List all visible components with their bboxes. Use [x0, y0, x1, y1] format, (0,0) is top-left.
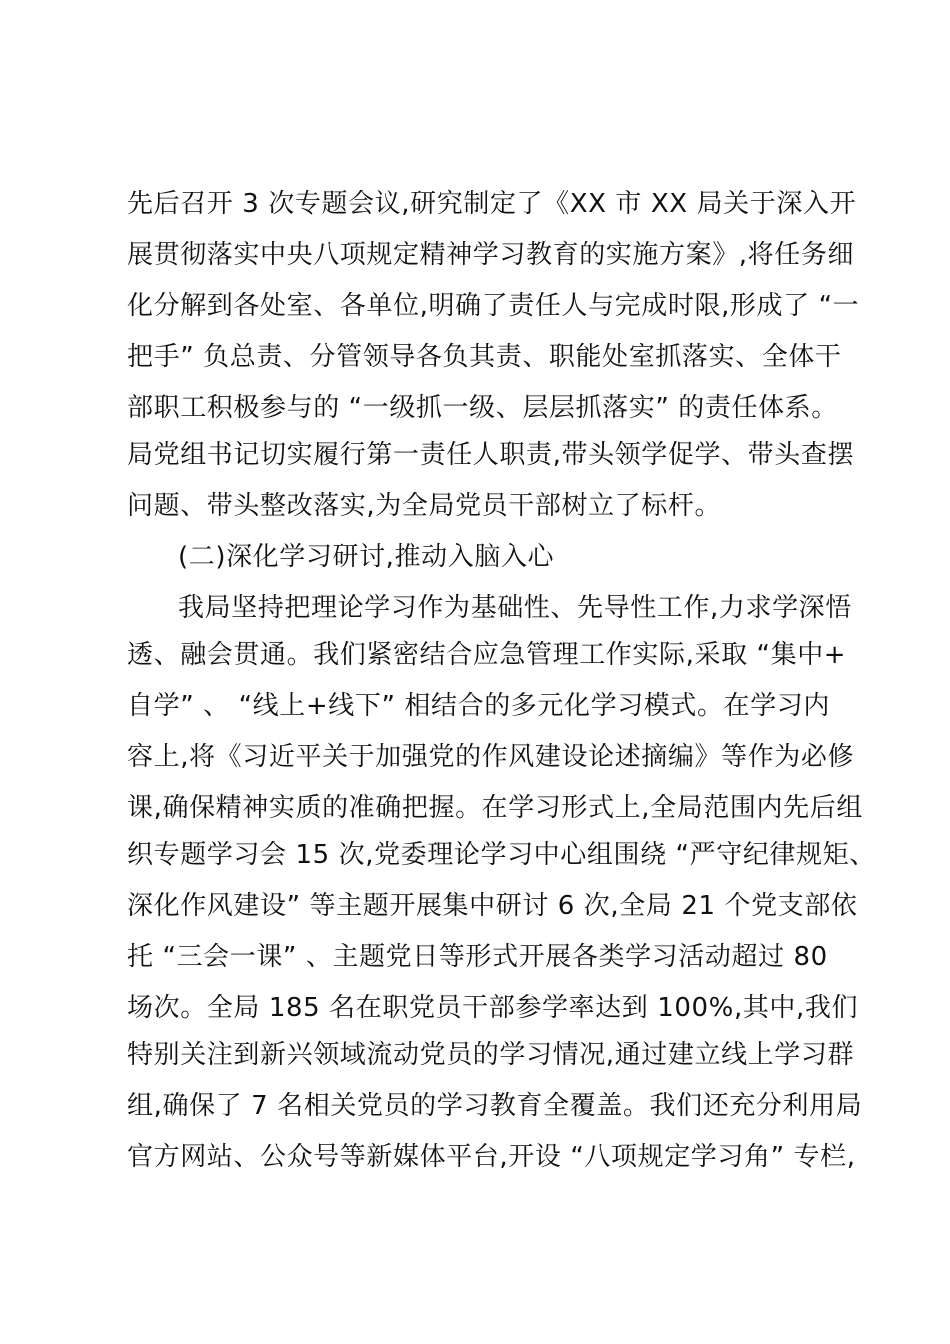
body-text-line: 先后召开 3 次专题会议,研究制定了《XX 市 XX 局关于深入开 [127, 189, 857, 219]
body-text-line: 化分解到各处室、各单位,明确了责任人与完成时限,形成了 “一 [127, 291, 860, 321]
body-text-line: 部职工积极参与的 “一级抓一级、层层抓落实” 的责任体系。 [127, 393, 838, 423]
section-heading: (二)深化学习研讨,推动入脑入心 [178, 542, 555, 572]
body-text-line: 织专题学习会 15 次,党委理论学习中心组围绕 “严守纪律规矩、 [127, 840, 876, 870]
body-text-line: 局党组书记切实履行第一责任人职责,带头领学促学、带头查摆 [127, 440, 855, 470]
body-text-line: 把手” 负总责、分管领导各负其责、职能处室抓落实、全体干 [127, 342, 842, 372]
body-text-line: 特别关注到新兴领域流动党员的学习情况,通过建立线上学习群 [127, 1040, 855, 1070]
body-text-line: 自学” 、 “线上+线下” 相结合的多元化学习模式。在学习内 [127, 691, 830, 721]
body-text-line: 透、融会贯通。我们紧密结合应急管理工作实际,采取 “集中+ [127, 640, 847, 670]
paragraph-first-line: 我局坚持把理论学习作为基础性、先导性工作,力求学深悟 [178, 593, 852, 623]
body-text-line: 问题、带头整改落实,为全局党员干部树立了标杆。 [127, 491, 722, 521]
body-text-line: 容上,将《习近平关于加强党的作风建设论述摘编》等作为必修 [127, 742, 855, 772]
body-text-line: 托 “三会一课” 、主题党日等形式开展各类学习活动超过 80 [127, 942, 828, 972]
body-text-line: 官方网站、公众号等新媒体平台,开设 “八项规定学习角” 专栏, [127, 1142, 856, 1172]
body-text-line: 组,确保了 7 名相关党员的学习教育全覆盖。我们还充分利用局 [127, 1091, 863, 1121]
body-text-line: 课,确保精神实质的准确把握。在学习形式上,全局范围内先后组 [127, 793, 863, 823]
body-text-line: 场次。全局 185 名在职党员干部参学率达到 100%,其中,我们 [127, 993, 859, 1023]
body-text-line: 展贯彻落实中央八项规定精神学习教育的实施方案》,将任务细 [127, 240, 855, 270]
body-text-line: 深化作风建设” 等主题开展集中研讨 6 次,全局 21 个党支部依 [127, 891, 858, 921]
